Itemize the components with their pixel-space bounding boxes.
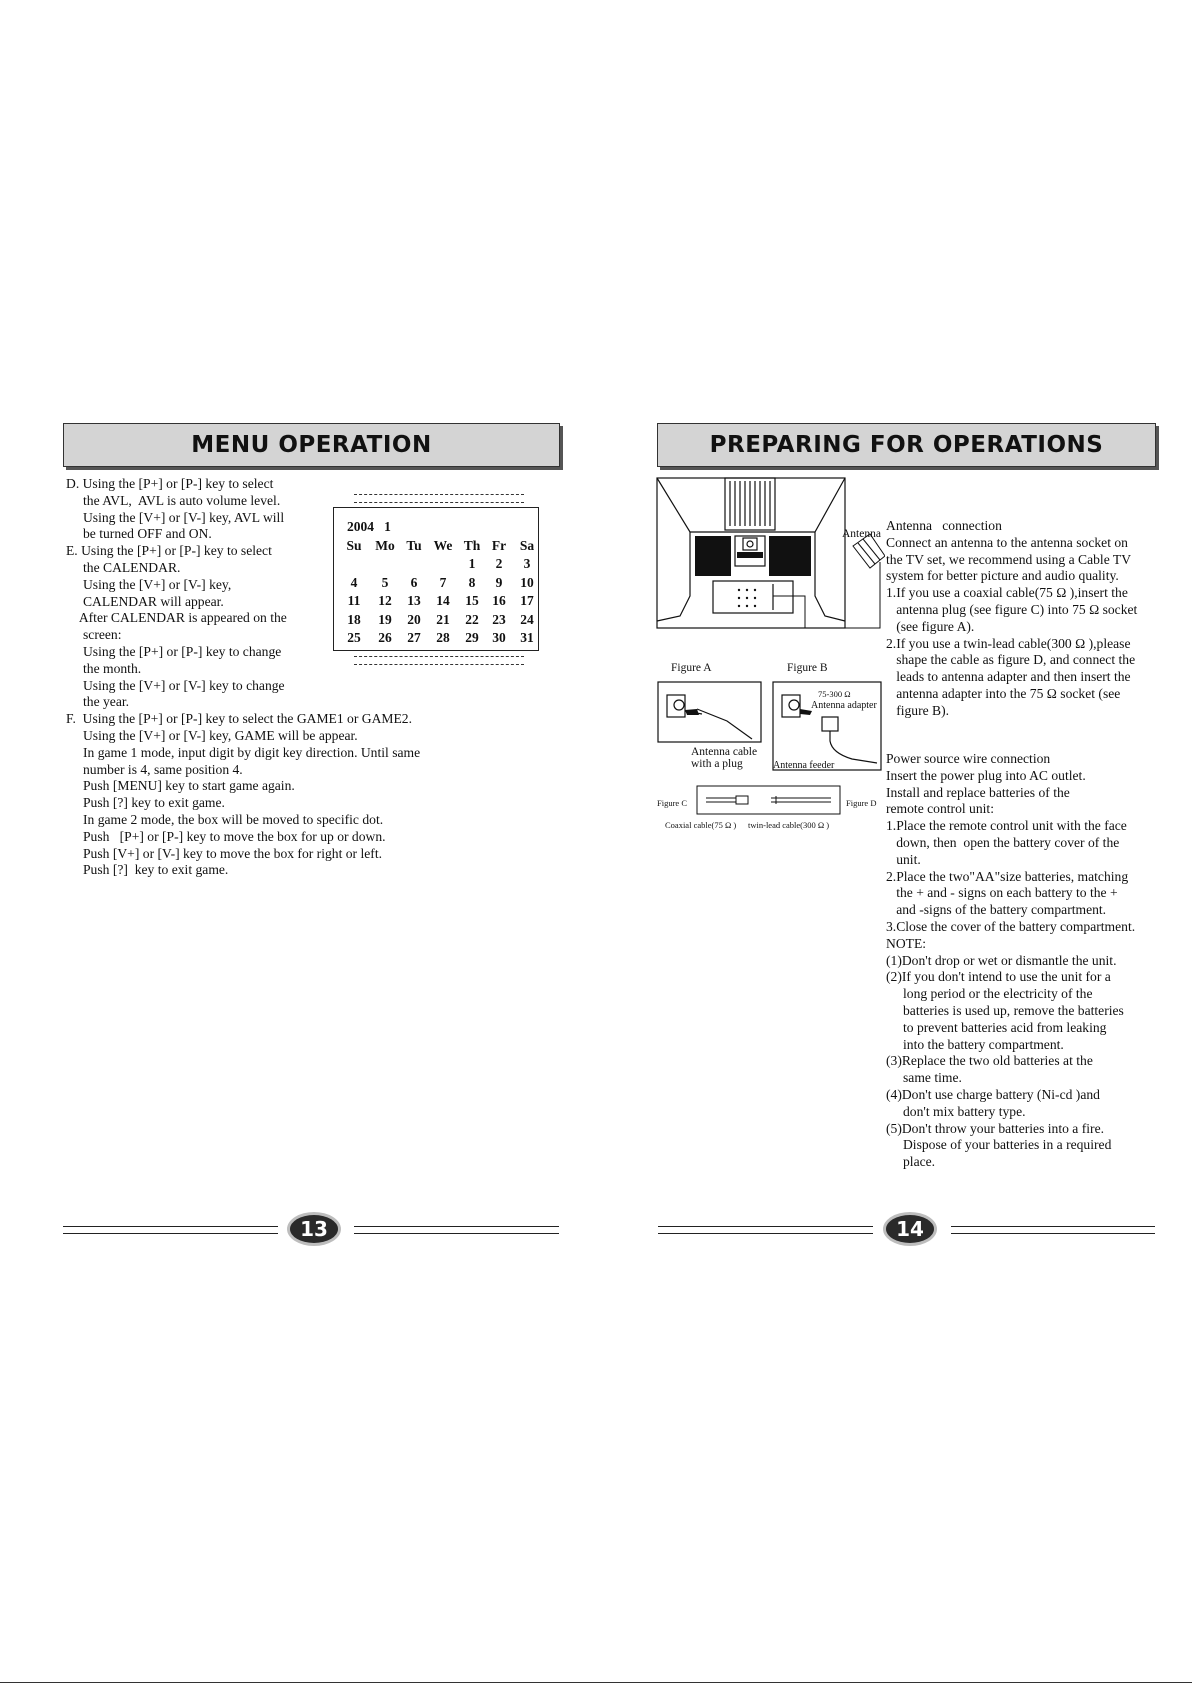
text-line: E. Using the [P+] or [P-] key to select [66, 543, 272, 559]
text-line: 3.Close the cover of the battery compartment. [886, 918, 1136, 934]
antenna-connection-text [886, 518, 1137, 720]
right-page-header [657, 423, 1156, 467]
calendar-day-header: Th [463, 538, 481, 553]
calendar-day-cell: 18 [347, 611, 361, 627]
text-line: Using the [V+] or [V-] key, AVL will [66, 509, 285, 525]
calendar-day-cell: 26 [378, 630, 392, 645]
text-line: Using the [V+] or [V-] key to change [66, 677, 285, 693]
calendar-day-cell: 31 [520, 630, 534, 645]
text-line: 2.Place the two"AA"size batteries, matching [886, 868, 1129, 884]
calendar-box [333, 507, 539, 651]
text-line: 1.Place the remote control unit with the face [886, 818, 1127, 834]
coaxial-cable-label: Coaxial cable(75 Ω ) [665, 820, 737, 830]
figure-cd-illustration [696, 785, 841, 815]
calendar-day-cell: 8 [468, 574, 476, 590]
text-line: number is 4, same position 4. [66, 761, 243, 777]
text-line: NOTE: [886, 935, 927, 951]
ohm-range-label: 75-300 Ω [818, 689, 851, 699]
calendar-day-header: Tu [406, 538, 422, 553]
text-line: Push [P+] or [P-] key to move the box for up or down. [66, 828, 386, 844]
figure-a-illustration [657, 681, 762, 743]
text-line: down, then open the battery cover of the [886, 834, 1120, 850]
calendar-day-cell: 28 [436, 630, 450, 645]
calendar-bottom-dashes [354, 656, 524, 665]
calendar-day-cell: 10 [520, 574, 534, 590]
text-line: leads to antenna adapter and then insert the [886, 669, 1131, 685]
calendar-day-cell: 20 [407, 611, 421, 627]
calendar-day-cell: 30 [492, 630, 506, 645]
right-footer-rule-right [951, 1226, 1155, 1234]
calendar-day-cell: 16 [492, 593, 506, 608]
figure-b-label: Figure B [787, 662, 828, 674]
text-line: antenna adapter into the 75 Ω socket (see [886, 685, 1121, 701]
text-line: (5)Don't throw your batteries into a fire. [886, 1120, 1104, 1136]
text-line: D. Using the [P+] or [P-] key to select [66, 476, 274, 491]
calendar-day-cell: 19 [378, 611, 392, 627]
text-line: After CALENDAR is appeared on the [66, 610, 287, 626]
calendar-day-cell: 23 [492, 611, 506, 627]
text-line: In game 2 mode, the box will be moved to specific dot. [66, 811, 384, 827]
calendar-day-cell: 12 [378, 593, 392, 608]
calendar-day-cell: 5 [381, 574, 389, 590]
text-line: Antenna connection [886, 518, 1002, 533]
power-connection-text [886, 751, 1135, 1171]
page-number-text: 14 [896, 1217, 924, 1241]
antenna-adapter-label: Antenna adapter [811, 700, 877, 711]
calendar-day-cell: 3 [523, 556, 531, 571]
text-line: Connect an antenna to the antenna socket on [886, 534, 1128, 550]
calendar-row [334, 612, 538, 630]
calendar-year: 2004 [347, 519, 374, 534]
text-line: the month. [66, 660, 142, 676]
calendar-day-cell: 22 [465, 611, 479, 627]
text-line: and -signs of the battery compartment. [886, 902, 1107, 918]
text-line: Insert the power plug into AC outlet. [886, 767, 1086, 783]
tv-rear-illustration [655, 476, 885, 631]
text-line: Push [V+] or [V-] key to move the box for right or left. [66, 845, 382, 861]
calendar-month: 1 [384, 519, 391, 534]
text-line: Push [?] key to exit game. [66, 795, 225, 811]
text-line: the TV set, we recommend using a Cable TV [886, 551, 1132, 567]
calendar-day-header: Sa [519, 538, 535, 553]
calendar-row [334, 556, 538, 574]
calendar-day-cell: 9 [495, 574, 503, 590]
text-line: (2)If you don't intend to use the unit for a [886, 969, 1111, 985]
calendar-day-header: Fr [491, 538, 507, 553]
text-line: be turned OFF and ON. [66, 526, 212, 542]
text-line: system for better picture and audio quality. [886, 568, 1119, 584]
antenna-feeder-label: Antenna feeder [773, 760, 835, 771]
calendar-day-cell: 25 [347, 630, 361, 645]
text-line: place. [886, 1154, 936, 1170]
text-line: figure B). [886, 702, 950, 718]
calendar-row [334, 593, 538, 611]
left-footer-rule-right [354, 1226, 559, 1234]
text-line: into the battery compartment. [886, 1036, 1064, 1052]
left-footer-rule-left [63, 1226, 278, 1234]
twin-lead-cable-label: twin-lead cable(300 Ω ) [748, 820, 830, 830]
left-page-header [63, 423, 560, 467]
calendar-day-cell: 14 [436, 593, 450, 608]
text-line: same time. [886, 1070, 962, 1086]
text-line: Using the [V+] or [V-] key, GAME will be appear. [66, 727, 358, 743]
page-number-text: 13 [300, 1217, 328, 1241]
text-line: (see figure A). [886, 618, 975, 634]
text-line: (4)Don't use charge battery (Ni-cd )and [886, 1086, 1100, 1102]
text-line: the AVL, AVL is auto volume level. [66, 492, 281, 508]
page-number-13 [290, 1215, 338, 1243]
page-number-14 [886, 1215, 934, 1243]
calendar-day-cell: 4 [350, 574, 358, 590]
figure-a-label: Figure A [671, 662, 712, 674]
calendar-day-header: We [433, 538, 453, 553]
calendar-day-header: Mo [375, 538, 395, 553]
calendar-row [334, 630, 538, 648]
calendar-day-header: Su [346, 538, 362, 553]
calendar-day-cell: 27 [407, 630, 421, 645]
calendar-day-cell: 15 [465, 593, 479, 608]
text-line: batteries is used up, remove the batteries [886, 1002, 1124, 1018]
text-line: (3)Replace the two old batteries at the [886, 1053, 1093, 1069]
text-line: shape the cable as figure D, and connect the [886, 652, 1136, 668]
text-line: the year. [66, 694, 130, 710]
antenna-cable-label-1: Antenna cable [691, 746, 758, 758]
calendar-row [334, 575, 538, 593]
text-line: unit. [886, 851, 921, 867]
right-page-title: PREPARING FOR OPERATIONS [709, 432, 1104, 458]
figure-c-label: Figure C [657, 798, 687, 808]
text-line: long period or the electricity of the [886, 986, 1093, 1002]
text-line: Dispose of your batteries in a required [886, 1137, 1112, 1153]
calendar-day-cell: 13 [407, 593, 421, 608]
text-line: In game 1 mode, input digit by digit key direction. Until same [66, 744, 421, 760]
calendar-row [334, 538, 538, 556]
text-line: Power source wire connection [886, 751, 1051, 766]
text-line: antenna plug (see figure C) into 75 Ω socket [886, 601, 1138, 617]
antenna-label: Antenna [842, 528, 881, 540]
calendar-year-month [347, 519, 391, 535]
text-line: F. Using the [P+] or [P-] key to select the GAME1 or GAME2. [66, 711, 412, 727]
calendar-day-cell: 1 [468, 556, 476, 571]
calendar-day-cell: 21 [436, 611, 450, 627]
text-line: CALENDAR will appear. [66, 593, 224, 609]
calendar-day-cell: 11 [347, 593, 361, 608]
antenna-cable-label-2: with a plug [691, 758, 743, 770]
calendar-day-cell: 29 [465, 630, 479, 645]
text-line: Using the [P+] or [P-] key to change [66, 643, 282, 659]
calendar-day-cell: 7 [439, 574, 447, 590]
text-line: Using the [V+] or [V-] key, [66, 576, 232, 592]
text-line: remote control unit: [886, 801, 994, 817]
text-line: the CALENDAR. [66, 559, 181, 575]
calendar-day-cell: 24 [520, 611, 534, 627]
text-line: (1)Don't drop or wet or dismantle the unit. [886, 952, 1117, 968]
figure-d-label: Figure D [846, 798, 877, 808]
text-line: 1.If you use a coaxial cable(75 Ω ),insert the [886, 585, 1128, 601]
text-line: the + and - signs on each battery to the + [886, 885, 1118, 901]
calendar-day-cell: 2 [495, 556, 503, 571]
bottom-edge-rule [0, 1682, 1192, 1683]
text-line: don't mix battery type. [886, 1103, 1026, 1119]
text-line: Push [?] key to exit game. [66, 862, 229, 878]
right-footer-rule-left [658, 1226, 873, 1234]
calendar-day-cell: 17 [520, 593, 534, 608]
text-line: Install and replace batteries of the [886, 784, 1070, 800]
left-page-title: MENU OPERATION [191, 432, 432, 458]
calendar-day-cell: 6 [410, 574, 418, 590]
text-line: to prevent batteries acid from leaking [886, 1019, 1107, 1035]
text-line: screen: [66, 627, 122, 643]
calendar-top-dashes [354, 494, 524, 503]
text-line: Push [MENU] key to start game again. [66, 778, 295, 794]
text-line: 2.If you use a twin-lead cable(300 Ω ),please [886, 635, 1131, 651]
